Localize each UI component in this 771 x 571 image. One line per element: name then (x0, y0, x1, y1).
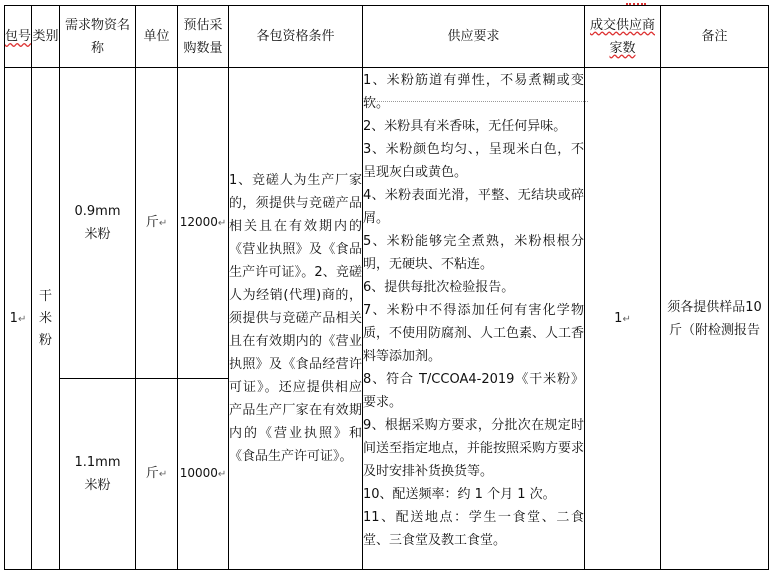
header-supply-req: 供应要求 (363, 6, 585, 68)
header-remark: 备注 (661, 6, 769, 68)
header-category: 类别 (32, 6, 60, 68)
cell-item-qty-1: 12000↵ (178, 68, 229, 379)
supply-req-item: 3、米粉颜色均匀、，呈现米白色，不呈现灰白或黄色。 (363, 142, 584, 181)
cell-supplier-count: 1↵ (585, 68, 661, 570)
cell-item-unit-1: 斤↵ (136, 68, 178, 379)
supply-req-item: 7、米粉中不得添加任何有害化学物质，不使用防腐剂、人工色素、人工香料等添加剂。 (363, 303, 585, 365)
item-row-1 (5, 68, 769, 379)
cell-item-name-1: 0.9mm米粉 (60, 68, 136, 379)
header-pkg: 包号 (5, 6, 32, 68)
header-material-name: 需求物资名称 (60, 6, 136, 68)
header-est-qty: 预估采购数量 (178, 6, 229, 68)
supply-req-item: 5、米粉能够完全煮熟，米粉根根分明，无硬块、不粘连。 (363, 234, 584, 273)
header-unit: 单位 (136, 6, 178, 68)
supply-req-item: 2、米粉具有米香味，无任何异味。 (363, 119, 567, 135)
cell-item-qty-2: 10000↵ (178, 378, 229, 569)
supply-req-item: 6、提供每批次检验报告。 (363, 280, 515, 296)
dotted-divider (372, 101, 588, 102)
header-row (5, 6, 769, 68)
cell-supply-req (363, 68, 585, 570)
supply-req-item: 11、配送地点：学生一食堂、二食堂、三食堂及教工食堂。 (363, 510, 584, 549)
supply-req-item: 10、配送频率：约 1 个月 1 次。 (363, 487, 556, 503)
supply-req-item: 4、米粉表面光滑，平整、无结块或碎屑。 (363, 188, 584, 227)
supply-req-item: 9、根据采购方要求，分批次在规定时间送至指定地点，并能按照采购方要求及时安排补货换货等。 (363, 418, 585, 480)
header-supplier-count: 成交供应商家数 (585, 6, 661, 68)
cell-category: 干米粉 (32, 68, 60, 570)
cell-qualification: 1、竞磋人为生产厂家的，须提供与竞磋产品相关且在有效期内的《营业执照》及《食品生产许可证》。2、竞磋人为经销(代理)商的，须提供与竞磋产品相关且在有效期内的《营业执照》及《食品经营许可证》。还应提供相应产品生产厂家在有效期内的《营业执照》和《食品生产许可证》。 (229, 68, 363, 570)
procurement-table (4, 5, 769, 570)
cell-item-name-2: 1.1mm米粉 (60, 378, 136, 569)
cell-pkg: 1↵ (5, 68, 32, 570)
cell-remark: 须各提供样品10斤（附检测报告 (661, 68, 769, 570)
cell-item-unit-2: 斤↵ (136, 378, 178, 569)
supply-req-item: 8、符合 T/CCOA4-2019《干米粉》要求。 (363, 372, 584, 411)
supply-req-item: 1、米粉筋道有弹性，不易煮糊或变软。 (363, 73, 584, 112)
header-qualification: 各包资格条件 (229, 6, 363, 68)
